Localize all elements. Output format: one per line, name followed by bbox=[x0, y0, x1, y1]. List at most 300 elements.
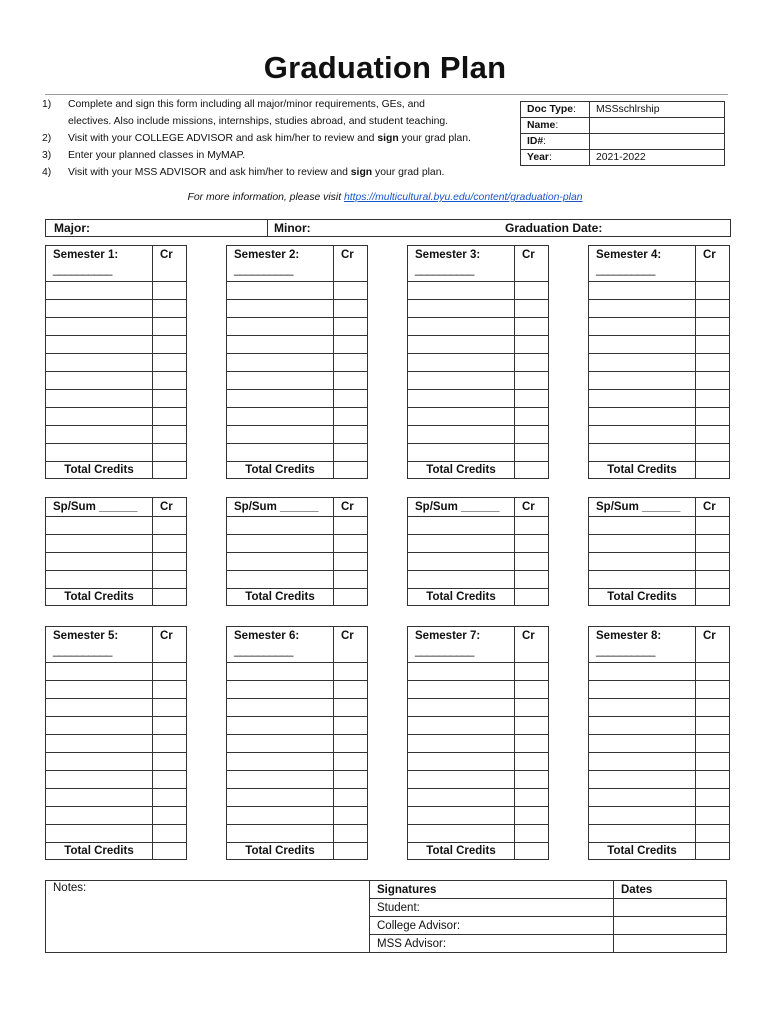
credit-cell[interactable] bbox=[153, 807, 187, 825]
credit-cell[interactable] bbox=[153, 426, 187, 444]
total-credits-cell[interactable] bbox=[153, 589, 187, 606]
credit-cell[interactable] bbox=[334, 354, 368, 372]
course-cell[interactable] bbox=[408, 408, 515, 426]
credit-cell[interactable] bbox=[334, 681, 368, 699]
course-cell[interactable] bbox=[408, 553, 515, 571]
course-cell[interactable] bbox=[408, 372, 515, 390]
credit-cell[interactable] bbox=[515, 807, 549, 825]
course-cell[interactable] bbox=[408, 300, 515, 318]
course-cell[interactable] bbox=[227, 807, 334, 825]
course-cell[interactable] bbox=[227, 717, 334, 735]
credit-cell[interactable] bbox=[515, 571, 549, 589]
course-row bbox=[589, 444, 730, 462]
course-cell[interactable] bbox=[589, 825, 696, 843]
course-row bbox=[227, 571, 368, 589]
term-header bbox=[408, 498, 515, 517]
semester-table bbox=[226, 497, 368, 606]
credit-cell[interactable] bbox=[515, 408, 549, 426]
doc-type-value[interactable]: MSSschlrship bbox=[590, 102, 725, 118]
credit-cell[interactable] bbox=[153, 735, 187, 753]
course-cell[interactable] bbox=[46, 444, 153, 462]
total-credits-cell[interactable] bbox=[696, 589, 730, 606]
course-cell[interactable] bbox=[46, 717, 153, 735]
course-cell[interactable] bbox=[589, 571, 696, 589]
credit-cell[interactable] bbox=[696, 771, 730, 789]
term-header bbox=[408, 246, 515, 282]
total-credits-label: Total Credits bbox=[408, 462, 515, 479]
student-signature-label[interactable]: Student: bbox=[370, 899, 614, 917]
credit-cell[interactable] bbox=[696, 571, 730, 589]
course-row bbox=[46, 354, 187, 372]
credit-cell[interactable] bbox=[515, 354, 549, 372]
course-cell[interactable] bbox=[408, 390, 515, 408]
credit-cell[interactable] bbox=[334, 408, 368, 426]
credit-cell[interactable] bbox=[334, 372, 368, 390]
credit-cell[interactable] bbox=[696, 735, 730, 753]
credit-cell[interactable] bbox=[334, 444, 368, 462]
credit-cell[interactable] bbox=[334, 282, 368, 300]
course-cell[interactable] bbox=[227, 390, 334, 408]
credit-cell[interactable] bbox=[334, 825, 368, 843]
course-row bbox=[227, 789, 368, 807]
course-cell[interactable] bbox=[408, 282, 515, 300]
credit-cell[interactable] bbox=[696, 318, 730, 336]
course-cell[interactable] bbox=[227, 771, 334, 789]
total-credits-label: Total Credits bbox=[589, 589, 696, 606]
year-label: Year: bbox=[521, 150, 590, 166]
term-blank-line[interactable]: __________ bbox=[53, 645, 112, 657]
graduation-plan-link[interactable]: https://multicultural.byu.edu/content/graduation-plan bbox=[343, 192, 583, 203]
course-cell[interactable] bbox=[408, 717, 515, 735]
course-cell[interactable] bbox=[589, 282, 696, 300]
credit-cell[interactable] bbox=[515, 372, 549, 390]
course-cell[interactable] bbox=[227, 681, 334, 699]
course-cell[interactable] bbox=[589, 426, 696, 444]
credit-cell[interactable] bbox=[515, 300, 549, 318]
course-cell[interactable] bbox=[46, 408, 153, 426]
course-cell[interactable] bbox=[46, 426, 153, 444]
instruction-text: Visit with your MSS ADVISOR and ask him/her to review and bbox=[68, 167, 351, 178]
total-credits-cell[interactable] bbox=[696, 843, 730, 860]
credit-cell[interactable] bbox=[515, 426, 549, 444]
credit-cell[interactable] bbox=[696, 699, 730, 717]
total-credits-label: Total Credits bbox=[46, 462, 153, 479]
total-credits-cell[interactable] bbox=[334, 462, 368, 479]
course-row bbox=[46, 663, 187, 681]
credit-cell[interactable] bbox=[515, 535, 549, 553]
credit-cell[interactable] bbox=[696, 354, 730, 372]
name-field[interactable] bbox=[590, 118, 725, 134]
course-cell[interactable] bbox=[408, 735, 515, 753]
semester-table bbox=[45, 497, 187, 606]
credit-cell[interactable] bbox=[696, 372, 730, 390]
credit-cell[interactable] bbox=[515, 771, 549, 789]
course-cell[interactable] bbox=[589, 681, 696, 699]
course-cell[interactable] bbox=[46, 354, 153, 372]
term-header bbox=[227, 627, 334, 663]
course-row bbox=[46, 571, 187, 589]
course-row bbox=[589, 408, 730, 426]
course-cell[interactable] bbox=[227, 735, 334, 753]
course-row bbox=[408, 789, 549, 807]
credit-cell[interactable] bbox=[334, 535, 368, 553]
student-date-field[interactable] bbox=[614, 899, 727, 917]
course-row bbox=[408, 771, 549, 789]
course-cell[interactable] bbox=[227, 825, 334, 843]
course-cell[interactable] bbox=[46, 390, 153, 408]
credit-cell[interactable] bbox=[696, 807, 730, 825]
credit-cell[interactable] bbox=[515, 553, 549, 571]
total-credits-cell[interactable] bbox=[696, 462, 730, 479]
credit-cell[interactable] bbox=[696, 535, 730, 553]
course-cell[interactable] bbox=[589, 517, 696, 535]
course-cell[interactable] bbox=[589, 408, 696, 426]
course-cell[interactable] bbox=[408, 681, 515, 699]
total-credits-cell[interactable] bbox=[334, 843, 368, 860]
course-cell[interactable] bbox=[589, 789, 696, 807]
instruction-text: Complete and sign this form including all major/minor requirements, GEs, and bbox=[68, 99, 425, 110]
course-cell[interactable] bbox=[589, 753, 696, 771]
credit-cell[interactable] bbox=[334, 753, 368, 771]
course-cell[interactable] bbox=[408, 336, 515, 354]
course-cell[interactable] bbox=[589, 372, 696, 390]
credit-cell[interactable] bbox=[515, 681, 549, 699]
course-cell[interactable] bbox=[46, 681, 153, 699]
course-cell[interactable] bbox=[408, 444, 515, 462]
credit-cell[interactable] bbox=[334, 771, 368, 789]
course-row bbox=[589, 390, 730, 408]
credit-cell[interactable] bbox=[515, 825, 549, 843]
credit-cell[interactable] bbox=[696, 553, 730, 571]
course-row bbox=[589, 699, 730, 717]
course-cell[interactable] bbox=[408, 771, 515, 789]
credit-cell[interactable] bbox=[696, 663, 730, 681]
course-cell[interactable] bbox=[589, 553, 696, 571]
credit-cell[interactable] bbox=[696, 717, 730, 735]
credit-cell[interactable] bbox=[334, 571, 368, 589]
course-row bbox=[46, 553, 187, 571]
college-advisor-date-field[interactable] bbox=[614, 917, 727, 935]
course-cell[interactable] bbox=[46, 753, 153, 771]
term-label: Semester 2: bbox=[234, 249, 300, 261]
term-header bbox=[589, 498, 696, 517]
course-row bbox=[227, 390, 368, 408]
course-cell[interactable] bbox=[589, 735, 696, 753]
total-credits-label: Total Credits bbox=[408, 843, 515, 860]
credit-header: Cr bbox=[515, 627, 549, 663]
credit-cell[interactable] bbox=[334, 318, 368, 336]
page-title: Graduation Plan bbox=[263, 50, 507, 85]
term-label: Semester 5: bbox=[53, 630, 119, 642]
credit-cell[interactable] bbox=[334, 807, 368, 825]
course-cell[interactable] bbox=[227, 318, 334, 336]
course-cell[interactable] bbox=[408, 517, 515, 535]
total-credits-cell[interactable] bbox=[153, 843, 187, 860]
course-row bbox=[227, 535, 368, 553]
total-credits-cell[interactable] bbox=[153, 462, 187, 479]
course-cell[interactable] bbox=[227, 753, 334, 771]
course-cell[interactable] bbox=[227, 571, 334, 589]
semester-table bbox=[588, 497, 730, 606]
credit-cell[interactable] bbox=[153, 663, 187, 681]
course-row bbox=[46, 771, 187, 789]
course-row bbox=[227, 282, 368, 300]
credit-cell[interactable] bbox=[153, 300, 187, 318]
course-cell[interactable] bbox=[46, 807, 153, 825]
course-cell[interactable] bbox=[46, 699, 153, 717]
term-label: Sp/Sum ______ bbox=[596, 501, 681, 513]
id-field[interactable] bbox=[590, 134, 725, 150]
credit-cell[interactable] bbox=[153, 372, 187, 390]
mss-advisor-date-field[interactable] bbox=[614, 935, 727, 953]
course-cell[interactable] bbox=[589, 771, 696, 789]
course-cell[interactable] bbox=[46, 771, 153, 789]
course-cell[interactable] bbox=[46, 553, 153, 571]
course-cell[interactable] bbox=[589, 336, 696, 354]
credit-cell[interactable] bbox=[153, 282, 187, 300]
course-cell[interactable] bbox=[408, 571, 515, 589]
credit-cell[interactable] bbox=[153, 517, 187, 535]
course-cell[interactable] bbox=[227, 426, 334, 444]
course-row bbox=[408, 354, 549, 372]
credit-cell[interactable] bbox=[515, 663, 549, 681]
total-credits-cell[interactable] bbox=[334, 589, 368, 606]
term-blank-line[interactable]: __________ bbox=[596, 264, 655, 276]
course-cell[interactable] bbox=[46, 825, 153, 843]
credit-header: Cr bbox=[696, 627, 730, 663]
credit-cell[interactable] bbox=[334, 517, 368, 535]
course-row bbox=[589, 535, 730, 553]
credit-cell[interactable] bbox=[334, 336, 368, 354]
term-blank-line[interactable]: __________ bbox=[53, 264, 112, 276]
course-cell[interactable] bbox=[408, 663, 515, 681]
course-cell[interactable] bbox=[227, 663, 334, 681]
course-cell[interactable] bbox=[46, 318, 153, 336]
credit-cell[interactable] bbox=[334, 390, 368, 408]
course-cell[interactable] bbox=[589, 807, 696, 825]
course-cell[interactable] bbox=[408, 699, 515, 717]
course-row bbox=[408, 336, 549, 354]
credit-cell[interactable] bbox=[696, 426, 730, 444]
course-row bbox=[589, 825, 730, 843]
course-cell[interactable] bbox=[227, 354, 334, 372]
course-cell[interactable] bbox=[589, 390, 696, 408]
mss-advisor-signature-label[interactable]: MSS Advisor: bbox=[370, 935, 614, 953]
credit-cell[interactable] bbox=[696, 300, 730, 318]
credit-cell[interactable] bbox=[334, 663, 368, 681]
semester-table bbox=[588, 245, 730, 479]
course-row bbox=[408, 535, 549, 553]
credit-header: Cr bbox=[696, 498, 730, 517]
course-row bbox=[408, 318, 549, 336]
course-cell[interactable] bbox=[46, 735, 153, 753]
course-cell[interactable] bbox=[46, 282, 153, 300]
instruction-number: 3) bbox=[42, 150, 52, 161]
credit-cell[interactable] bbox=[153, 717, 187, 735]
credit-cell[interactable] bbox=[515, 753, 549, 771]
course-cell[interactable] bbox=[227, 517, 334, 535]
course-cell[interactable] bbox=[46, 300, 153, 318]
course-cell[interactable] bbox=[408, 354, 515, 372]
credit-cell[interactable] bbox=[334, 300, 368, 318]
credit-cell[interactable] bbox=[153, 553, 187, 571]
credit-cell[interactable] bbox=[696, 444, 730, 462]
course-cell[interactable] bbox=[227, 300, 334, 318]
course-row bbox=[408, 390, 549, 408]
credit-cell[interactable] bbox=[153, 681, 187, 699]
course-cell[interactable] bbox=[46, 517, 153, 535]
instruction-1 bbox=[42, 96, 517, 130]
course-row bbox=[46, 426, 187, 444]
course-row bbox=[408, 444, 549, 462]
credit-cell[interactable] bbox=[153, 753, 187, 771]
course-cell[interactable] bbox=[408, 807, 515, 825]
credit-cell[interactable] bbox=[153, 444, 187, 462]
course-cell[interactable] bbox=[227, 699, 334, 717]
dates-header: Dates bbox=[614, 881, 727, 899]
total-credits-cell[interactable] bbox=[515, 589, 549, 606]
course-cell[interactable] bbox=[408, 535, 515, 553]
course-cell[interactable] bbox=[227, 789, 334, 807]
credit-cell[interactable] bbox=[515, 717, 549, 735]
term-blank-line[interactable]: __________ bbox=[415, 264, 474, 276]
credit-cell[interactable] bbox=[153, 789, 187, 807]
credit-cell[interactable] bbox=[696, 336, 730, 354]
course-row bbox=[408, 717, 549, 735]
credit-cell[interactable] bbox=[696, 753, 730, 771]
course-cell[interactable] bbox=[408, 426, 515, 444]
credit-cell[interactable] bbox=[515, 282, 549, 300]
course-cell[interactable] bbox=[46, 535, 153, 553]
course-cell[interactable] bbox=[227, 336, 334, 354]
credit-cell[interactable] bbox=[515, 699, 549, 717]
course-cell[interactable] bbox=[408, 318, 515, 336]
term-label: Semester 8: bbox=[596, 630, 662, 642]
credit-cell[interactable] bbox=[696, 282, 730, 300]
course-cell[interactable] bbox=[227, 408, 334, 426]
credit-cell[interactable] bbox=[515, 517, 549, 535]
course-cell[interactable] bbox=[589, 717, 696, 735]
total-credits-cell[interactable] bbox=[515, 843, 549, 860]
credit-cell[interactable] bbox=[153, 408, 187, 426]
term-header bbox=[46, 246, 153, 282]
course-row bbox=[589, 717, 730, 735]
credit-cell[interactable] bbox=[153, 336, 187, 354]
course-row bbox=[227, 753, 368, 771]
course-cell[interactable] bbox=[46, 336, 153, 354]
credit-cell[interactable] bbox=[515, 789, 549, 807]
credit-cell[interactable] bbox=[696, 517, 730, 535]
notes-signatures-table bbox=[45, 880, 727, 953]
course-row bbox=[227, 300, 368, 318]
course-row bbox=[227, 771, 368, 789]
credit-cell[interactable] bbox=[153, 571, 187, 589]
course-cell[interactable] bbox=[589, 444, 696, 462]
course-row bbox=[589, 354, 730, 372]
course-cell[interactable] bbox=[408, 789, 515, 807]
credit-cell[interactable] bbox=[153, 825, 187, 843]
credit-cell[interactable] bbox=[334, 735, 368, 753]
credit-cell[interactable] bbox=[334, 699, 368, 717]
course-row bbox=[408, 753, 549, 771]
year-value[interactable]: 2021-2022 bbox=[590, 150, 725, 166]
course-row bbox=[589, 282, 730, 300]
college-advisor-signature-label[interactable]: College Advisor: bbox=[370, 917, 614, 935]
credit-cell[interactable] bbox=[153, 390, 187, 408]
credit-header: Cr bbox=[153, 246, 187, 282]
term-blank-line[interactable]: __________ bbox=[234, 645, 293, 657]
semester-table bbox=[226, 626, 368, 860]
notes-box[interactable]: Notes: bbox=[46, 881, 370, 953]
credit-cell[interactable] bbox=[153, 318, 187, 336]
course-cell[interactable] bbox=[589, 354, 696, 372]
course-cell[interactable] bbox=[46, 789, 153, 807]
course-cell[interactable] bbox=[589, 663, 696, 681]
credit-cell[interactable] bbox=[334, 553, 368, 571]
credit-header: Cr bbox=[153, 498, 187, 517]
course-row bbox=[227, 663, 368, 681]
credit-cell[interactable] bbox=[153, 699, 187, 717]
credit-cell[interactable] bbox=[696, 390, 730, 408]
credit-cell[interactable] bbox=[515, 336, 549, 354]
credit-cell[interactable] bbox=[515, 318, 549, 336]
course-cell[interactable] bbox=[408, 825, 515, 843]
credit-cell[interactable] bbox=[334, 717, 368, 735]
course-cell[interactable] bbox=[227, 553, 334, 571]
credit-cell[interactable] bbox=[153, 535, 187, 553]
credit-cell[interactable] bbox=[696, 825, 730, 843]
credit-cell[interactable] bbox=[515, 735, 549, 753]
course-cell[interactable] bbox=[227, 444, 334, 462]
total-credits-label: Total Credits bbox=[46, 589, 153, 606]
credit-cell[interactable] bbox=[334, 789, 368, 807]
title-divider bbox=[45, 94, 728, 95]
course-row bbox=[589, 681, 730, 699]
credit-cell[interactable] bbox=[153, 771, 187, 789]
course-cell[interactable] bbox=[227, 372, 334, 390]
credit-cell[interactable] bbox=[515, 390, 549, 408]
term-blank-line[interactable]: __________ bbox=[415, 645, 474, 657]
course-row bbox=[589, 318, 730, 336]
course-row bbox=[408, 699, 549, 717]
credit-cell[interactable] bbox=[334, 426, 368, 444]
course-cell[interactable] bbox=[46, 372, 153, 390]
term-blank-line[interactable]: __________ bbox=[596, 645, 655, 657]
course-cell[interactable] bbox=[46, 663, 153, 681]
course-cell[interactable] bbox=[589, 318, 696, 336]
course-cell[interactable] bbox=[589, 699, 696, 717]
course-cell[interactable] bbox=[46, 571, 153, 589]
course-cell[interactable] bbox=[227, 282, 334, 300]
credit-cell[interactable] bbox=[696, 681, 730, 699]
credit-cell[interactable] bbox=[153, 354, 187, 372]
credit-cell[interactable] bbox=[515, 444, 549, 462]
course-cell[interactable] bbox=[589, 300, 696, 318]
instruction-number: 2) bbox=[42, 133, 52, 144]
course-cell[interactable] bbox=[589, 535, 696, 553]
signatures-header: Signatures bbox=[370, 881, 614, 899]
course-row bbox=[46, 318, 187, 336]
course-row bbox=[227, 354, 368, 372]
course-cell[interactable] bbox=[227, 535, 334, 553]
credit-cell[interactable] bbox=[696, 408, 730, 426]
credit-cell[interactable] bbox=[696, 789, 730, 807]
total-credits-cell[interactable] bbox=[515, 462, 549, 479]
course-row bbox=[46, 789, 187, 807]
course-cell[interactable] bbox=[408, 753, 515, 771]
course-row bbox=[227, 426, 368, 444]
term-blank-line[interactable]: __________ bbox=[234, 264, 293, 276]
